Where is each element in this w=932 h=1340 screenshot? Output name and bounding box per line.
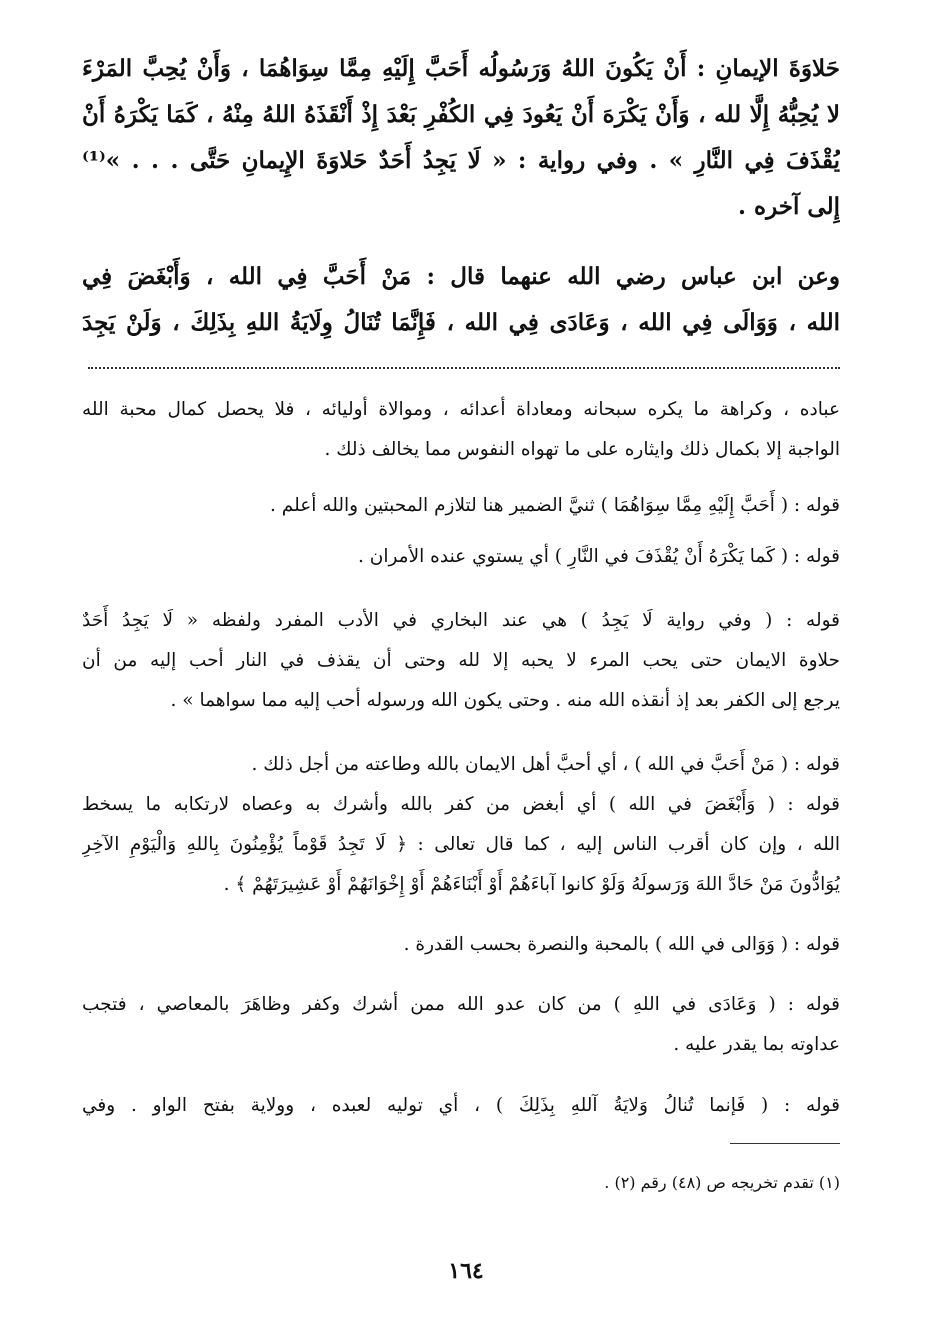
main-commentary-separator [88, 367, 840, 369]
page-number: ١٦٤ [448, 1258, 484, 1284]
commentary-line: قوله : ( مَنْ أَحَبَّ في الله ) ، أي أحبَّ أهل الايمان بالله وطاعته من أجل ذلك . [251, 754, 840, 775]
commentary-line: حلاوة الايمان حتى يحب المرء لا يحبه إلا لله وحتى أن يقذف في النار أحب إليه من أن [82, 650, 840, 671]
commentary-line: قوله : ( كَما يَكْرَهُ أَنْ يُقْذَفَ في النَّارِ ) أي يستوي عنده الأمران . [357, 546, 840, 567]
commentary-line: قوله : ( أَحَبَّ إِلَيْهِ مِمَّا سِوَاهُمَا ) ثنيَّ الضمير هنا لتلازم المحبتين والله أعلم . [270, 495, 840, 516]
footnote-text: (١) تقدم تخريجه ص (٤٨) رقم (٢) . [604, 1173, 840, 1192]
commentary-paragraph [82, 745, 840, 905]
commentary-line: قوله : ( وفي رواية لَا يَجِدُ ) هي عند البخاري في الأدب المفرد ولفظه « لَا يَجِدُ أَحَدٌ [82, 610, 840, 631]
commentary-line: يُوَادُّونَ مَنْ حَادَّ اللهَ وَرَسولَهُ وَلَوْ كانوا آباءَهُمْ أَوْ أَبْنَاءَهُمْ أَوْ إِخْوَانَهُمْ أَوْ عَشِيرَتَهُمْ ﴾ . [223, 874, 840, 895]
commentary-line: قوله : ( وَأَبْغَضَ في الله ) أي أبغض من كفر بالله وأشرك به وعصاه لارتكابه ما يسخط [82, 794, 840, 815]
main-paragraph-2 [82, 254, 840, 346]
main-line: إِلى آخره . [738, 193, 840, 220]
commentary-paragraph [82, 601, 840, 721]
commentary-line: الواجبة إلا بكمال ذلك وايثاره على ما تهواه النفوس مما يخالف ذلك . [324, 439, 840, 460]
footnote [320, 1168, 840, 1198]
main-line: لا يُحِبُّهُ إِلَّا لله ، وَأَنْ يَكْرَهَ أَنْ يَعُودَ فِي الكُفْرِ بَعْدَ إِذْ أَنْقَذَهُ اللهُ مِنْهُ ، كَمَا يَكْرَهُ أَنْ [82, 101, 840, 128]
commentary-paragraph [82, 985, 840, 1065]
commentary-line: يرجع إلى الكفر بعد إذ أنقذه الله منه . وحتى يكون الله ورسوله أحب إليه مما سواهما » . [170, 690, 840, 711]
commentary-line: قوله : ( فَإنما تُنالُ وَلايَةُ آللهِ بِذَلِكَ ) ، أي توليه لعبده ، وولاية بفتح الواو . وفي [82, 1095, 840, 1116]
commentary-paragraph [82, 1086, 840, 1126]
commentary-line: عداوته بما يقدر عليه . [673, 1034, 840, 1055]
commentary-line: قوله : ( وَعَادَى في اللهِ ) من كان عدو الله ممن أشرك وكفر وظاهَرَ بالمعاصي ، فتجب [82, 994, 840, 1015]
commentary-line: قوله : ( وَوَالى في الله ) بالمحبة والنصرة بحسب القدرة . [403, 934, 840, 955]
commentary-paragraph [82, 925, 840, 965]
main-line: حَلاوَةَ الإيمانِ : أَنْ يَكُونَ اللهُ وَرَسُولُه أَحَبَّ إِلَيْهِ مِمَّا سِوَاهُمَا ، وَأَنْ يُحِبَّ المَرْءَ [82, 55, 840, 82]
main-line: وعن ابن عباس رضي الله عنهما قال : مَنْ أَحَبَّ فِي الله ، وَأَبْغَضَ فِي [82, 263, 840, 290]
commentary-paragraph [82, 537, 840, 577]
footnote-separator [730, 1143, 840, 1144]
commentary-line: الله ، وإن كان أقرب الناس إليه ، كما قال تعالى : ﴿ لَا تَجِدُ قَوْماً يُؤْمِنُونَ بِاللهِ وَالْيَوْمِ الآخِرِ [82, 834, 840, 855]
commentary-line: عباده ، وكراهة ما يكره سبحانه ومعاداة أعدائه ، وموالاة أوليائه ، فلا يحصل كمال محبة الله [82, 399, 840, 420]
commentary-paragraph [82, 390, 840, 470]
commentary-paragraph [82, 486, 840, 526]
main-line: الله ، وَوَالَى فِي الله ، وَعَادَى فِي الله ، فَإِنَّمَا تُنَالُ وِلَايَةُ اللهِ بِذَلِكَ ، وَلَنْ يَجِدَ [82, 309, 840, 336]
main-paragraph-1 [82, 46, 840, 230]
main-line: يُقْذَفَ فِي النَّارِ » . وفي رواية : « لَا يَجِدُ أَحَدٌ حَلاوَةَ الإِيمانِ حَتَّى . . . »⁽¹⁾ [82, 147, 840, 174]
